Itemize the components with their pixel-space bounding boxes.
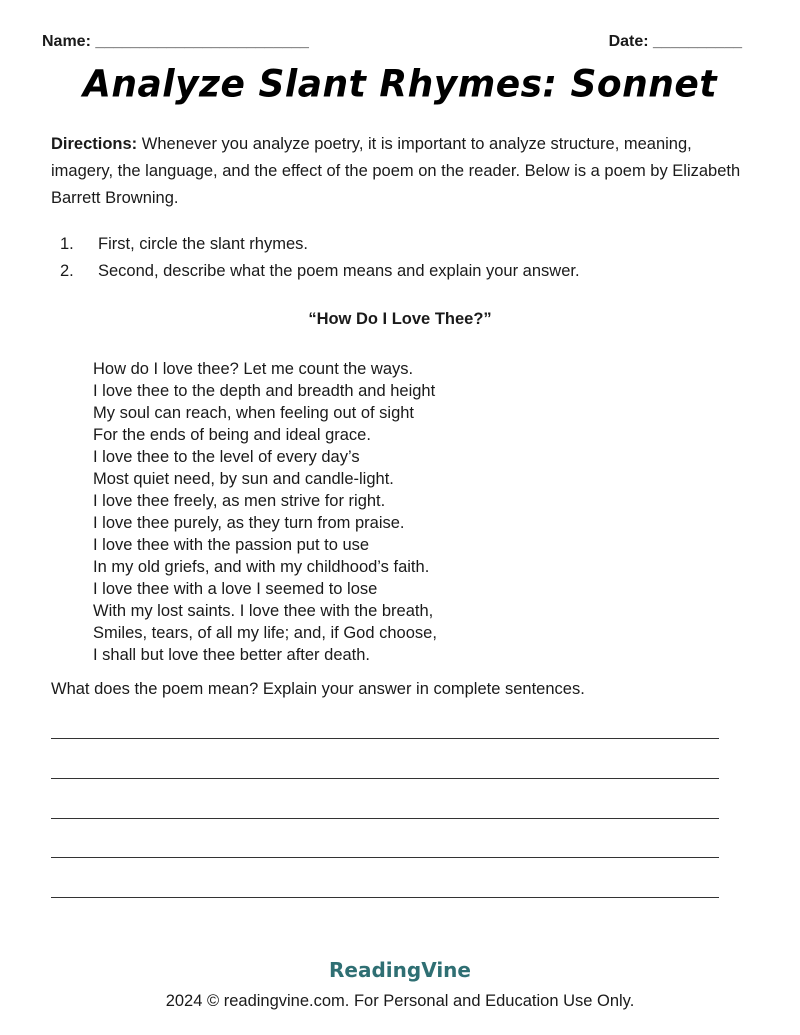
answer-line-3[interactable] [51, 818, 719, 819]
brand-logo: ReadingVine [329, 958, 471, 982]
poem-line: How do I love thee? Let me count the ways. [93, 360, 414, 378]
page-title: Analyze Slant Rhymes: Sonnet [82, 62, 718, 107]
poem-line: For the ends of being and ideal grace. [93, 426, 371, 444]
header-row [42, 33, 742, 53]
step-text: Second, describe what the poem means and explain your answer. [98, 262, 580, 280]
poem-line: I love thee with a love I seemed to lose [93, 580, 378, 598]
poem-title: “How Do I Love Thee?” [308, 310, 492, 328]
step-item [60, 258, 740, 285]
poem-body [93, 358, 693, 666]
poem-line: With my lost saints. I love thee with the breath, [93, 602, 434, 620]
step-number: 1. [60, 235, 74, 253]
poem-line: I love thee purely, as they turn from praise. [93, 514, 405, 532]
directions-label: Directions: [51, 135, 138, 153]
directions [51, 131, 751, 212]
footer-copyright: 2024 © readingvine.com. For Personal and Education Use Only. [165, 992, 635, 1010]
poem-line: Most quiet need, by sun and candle-light. [93, 470, 394, 488]
step-item [60, 231, 740, 258]
answer-line-2[interactable] [51, 778, 719, 779]
question-prompt: What does the poem mean? Explain your answer in complete sentences. [51, 680, 585, 698]
date-field[interactable]: Date: __________ [608, 33, 742, 50]
poem-line: I shall but love thee better after death. [93, 646, 371, 664]
poem-line: I love thee to the depth and breadth and height [93, 382, 436, 400]
poem-line: I love thee freely, as men strive for right. [93, 492, 386, 510]
steps-list [60, 231, 740, 285]
answer-line-5[interactable] [51, 897, 719, 898]
step-number: 2. [60, 262, 74, 280]
poem-line: I love thee with the passion put to use [93, 536, 370, 554]
poem-line: Smiles, tears, of all my life; and, if God choose, [93, 624, 437, 642]
poem-line: I love thee to the level of every day’s [93, 448, 360, 466]
poem-line: In my old griefs, and with my childhood’s faith. [93, 558, 430, 576]
answer-line-1[interactable] [51, 738, 719, 739]
name-field[interactable]: Name: ________________________ [42, 33, 309, 50]
directions-text: Whenever you analyze poetry, it is important to analyze structure, meaning, imagery, the language, and the effect of the poem on the reader. Below is a poem by Elizabeth Barrett Browning. [51, 135, 741, 207]
poem-line: My soul can reach, when feeling out of sight [93, 404, 415, 422]
step-text: First, circle the slant rhymes. [98, 235, 308, 253]
answer-line-4[interactable] [51, 857, 719, 858]
